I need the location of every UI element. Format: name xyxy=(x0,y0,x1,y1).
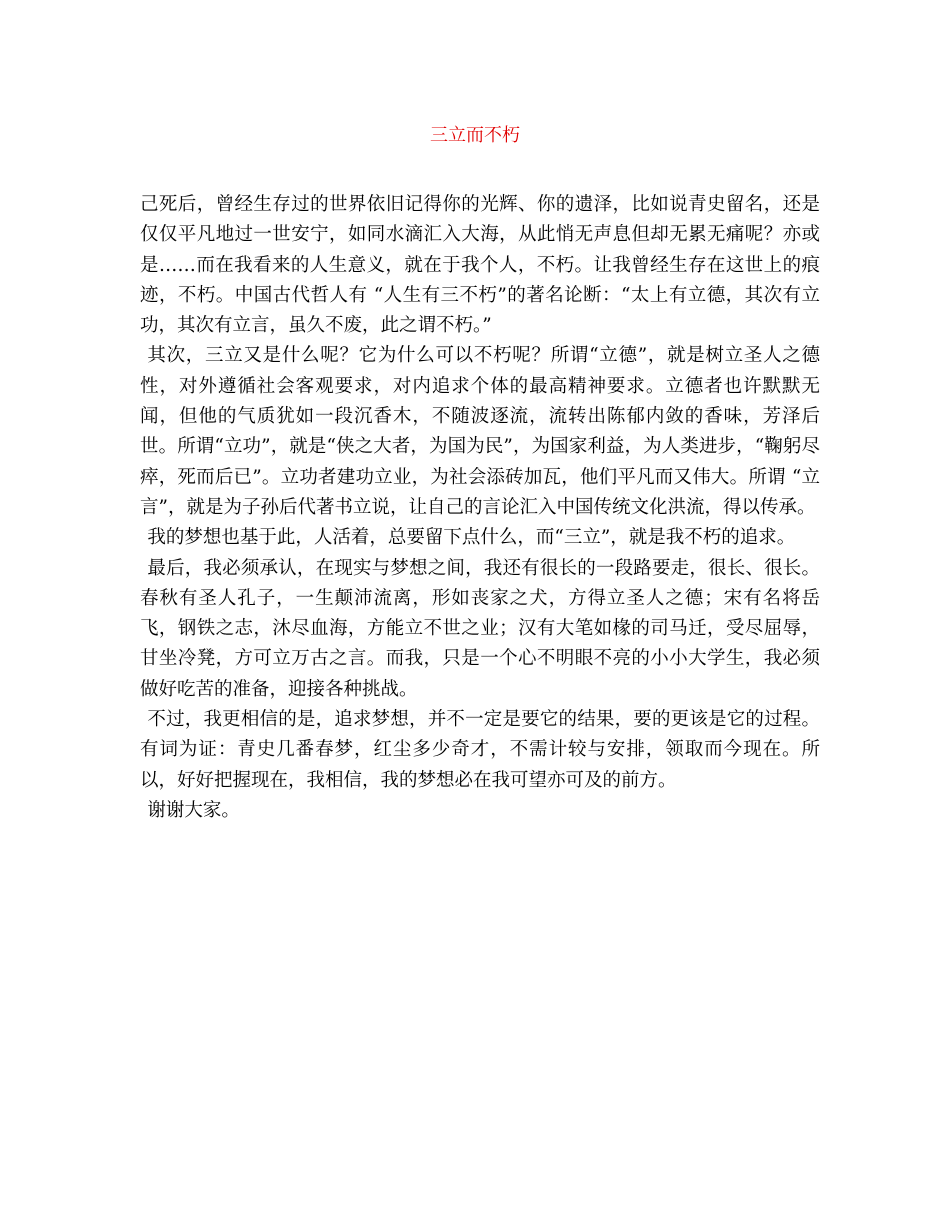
paragraph-1: 己死后，曾经生存过的世界依旧记得你的光辉、你的遗泽，比如说青史留名，还是仅仅平凡地过一世安宁，如同水滴汇入大海，从此悄无声息但却无累无痛呢？亦或是……而在我看来的人生意义，就在于我个人，不朽。让我曾经生存在这世上的痕迹，不朽。中国古代哲人有 “人生有三不朽”的著名论断：“太上有立德，其次有立功，其次有立言，虽久不废，此之谓不朽。” xyxy=(140,194,820,337)
document-body xyxy=(140,190,820,826)
paragraph-6: 谢谢大家。 xyxy=(147,799,240,821)
document-title: 三立而不朽 xyxy=(430,125,520,146)
paragraph-4: 最后，我必须承认，在现实与梦想之间，我还有很长的一段路要走，很长、很长。春秋有圣人孔子，一生颠沛流离，形如丧家之犬，方得立圣人之德；宋有名将岳飞，钢铁之志，沐尽血海，方能立不世之业；汉有大笔如椽的司马迁，受尽屈辱，甘坐冷凳，方可立万古之言。而我，只是一个心不明眼不亮的小小大学生，我必须做好吃苦的准备，迎接各种挑战。 xyxy=(140,557,820,700)
paragraph-5: 不过，我更相信的是，追求梦想，并不一定是要它的结果，要的更该是它的过程。有词为证：青史几番春梦，红尘多少奇才，不需计较与安排，领取而今现在。所以，好好把握现在，我相信，我的梦想必在我可望亦可及的前方。 xyxy=(140,709,820,791)
paragraph-2: 其次，三立又是什么呢？它为什么可以不朽呢？所谓“立德”，就是树立圣人之德性，对外遵循社会客观要求，对内追求个体的最高精神要求。立德者也许默默无闻，但他的气质犹如一段沉香木，不随波逐流，流转出陈郁内敛的香味，芳泽后世。所谓“立功”，就是“侠之大者，为国为民”，为国家利益，为人类进步，“鞠躬尽瘁，死而后已”。立功者建功立业，为社会添砖加瓦，他们平凡而又伟大。所谓 “立言”，就是为子孙后代著书立说，让自己的言论汇入中国传统文化洪流，得以传承。 xyxy=(140,345,820,518)
paragraph-3: 我的梦想也基于此，人活着，总要留下点什么，而“三立”，就是我不朽的追求。 xyxy=(147,527,796,549)
